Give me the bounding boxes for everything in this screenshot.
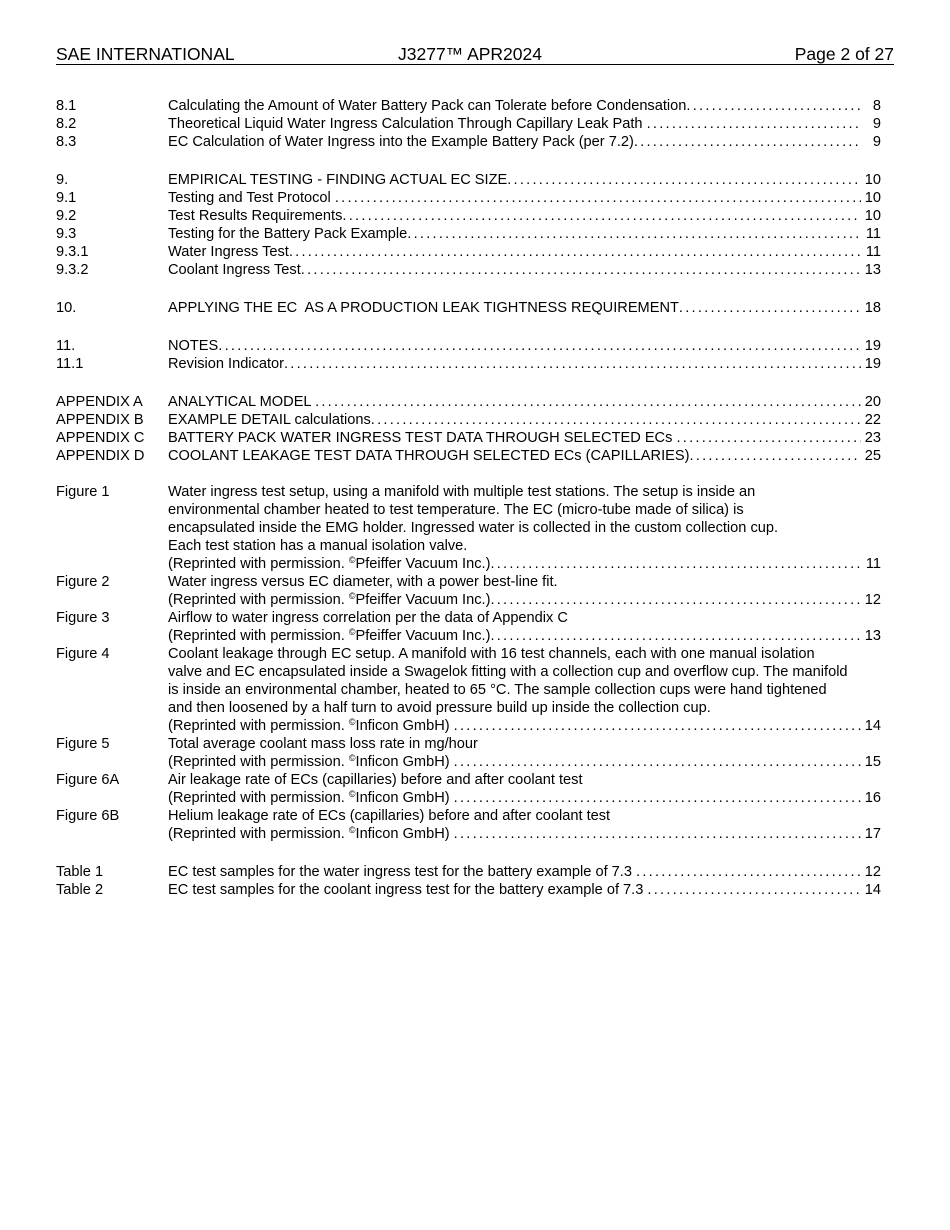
toc-entry[interactable]	[56, 225, 881, 243]
figure-caption-line: environmental chamber heated to test temperature. The EC (micro-tube made of silica) is	[168, 502, 744, 518]
entry-title: Theoretical Liquid Water Ingress Calculation Through Capillary Leak Path	[168, 116, 647, 132]
entry-number: 9.1	[56, 190, 77, 206]
entry-page: 16	[864, 790, 881, 806]
figure-caption-line: is inside an environmental chamber, heated to 65 °C. The sample collection cups were hand tightened	[168, 682, 827, 698]
figure-credit: (Reprinted with permission. ©Inficon GmbH)	[168, 753, 454, 770]
table-entry[interactable]	[56, 881, 881, 899]
entry-number: 10.	[56, 300, 77, 316]
entry-page: 10	[864, 208, 881, 224]
entry-number: 9.3.2	[56, 262, 89, 278]
dot-leader	[490, 555, 861, 573]
toc-appendices	[56, 393, 881, 465]
entry-page: 11	[865, 226, 881, 242]
figure-credit: (Reprinted with permission. ©Inficon GmbH)	[168, 717, 454, 734]
entry-page: 13	[864, 262, 881, 278]
figure-entry[interactable]	[56, 573, 881, 609]
dot-leader	[490, 627, 861, 645]
figure-credit: (Reprinted with permission. ©Inficon GmbH)	[168, 825, 454, 842]
toc-entry[interactable]	[56, 411, 881, 429]
table-of-contents	[56, 97, 881, 899]
entry-page: 18	[864, 300, 881, 316]
figure-number: Figure 4	[56, 646, 110, 662]
figure-entry[interactable]	[56, 771, 881, 807]
dot-leader	[689, 447, 861, 465]
figure-entry[interactable]	[56, 645, 881, 735]
figure-entry[interactable]	[56, 609, 881, 645]
dot-leader	[490, 591, 861, 609]
entry-title: Revision Indicator	[168, 356, 284, 372]
copyright-symbol: ©	[348, 789, 356, 799]
entry-page: 19	[864, 338, 881, 354]
figure-number: Figure 2	[56, 574, 110, 590]
copyright-symbol: ©	[348, 591, 356, 601]
entry-page: 10	[864, 172, 881, 188]
figure-number: Figure 1	[56, 484, 110, 500]
toc-entry[interactable]	[56, 299, 881, 317]
toc-entry[interactable]	[56, 447, 881, 465]
dot-leader	[218, 337, 861, 355]
entry-page: 12	[864, 864, 881, 880]
dot-leader	[371, 411, 861, 429]
entry-page: 23	[864, 430, 881, 446]
dot-leader	[289, 243, 861, 261]
toc-entry[interactable]	[56, 171, 881, 189]
list-of-tables	[56, 863, 881, 899]
copyright-symbol: ©	[348, 753, 356, 763]
dot-leader	[335, 189, 861, 207]
list-of-figures	[56, 483, 881, 843]
entry-title: Test Results Requirements	[168, 208, 343, 224]
toc-section-11	[56, 337, 881, 373]
entry-title: Testing for the Battery Pack Example	[168, 226, 408, 242]
figure-number: Figure 6A	[56, 772, 120, 788]
toc-entry[interactable]	[56, 189, 881, 207]
figure-caption-line: Each test station has a manual isolation valve.	[168, 538, 468, 554]
entry-title: EC test samples for the water ingress test for the battery example of 7.3	[168, 864, 637, 880]
figure-credit: (Reprinted with permission. ©Pfeiffer Vacuum Inc.)	[168, 591, 491, 608]
entry-title: BATTERY PACK WATER INGRESS TEST DATA THROUGH SELECTED ECs	[168, 430, 677, 446]
toc-entry[interactable]	[56, 115, 881, 133]
entry-title: Water Ingress Test	[168, 244, 289, 260]
toc-entry[interactable]	[56, 355, 881, 373]
document-id: J3277™ APR2024	[398, 44, 542, 64]
figure-number: Figure 5	[56, 736, 110, 752]
toc-section-8	[56, 97, 881, 151]
figure-entry[interactable]	[56, 807, 881, 843]
dot-leader	[315, 393, 861, 411]
dot-leader	[454, 789, 861, 807]
toc-section-9	[56, 171, 881, 279]
figure-caption-line: Coolant leakage through EC setup. A manifold with 16 test channels, each with one manual isolation	[168, 646, 815, 662]
figure-caption-line: and then loosened by a half turn to avoid pressure build up inside the collection cup.	[168, 700, 711, 716]
entry-title: APPLYING THE EC AS A PRODUCTION LEAK TIGHTNESS REQUIREMENT	[168, 300, 679, 316]
publisher-name: SAE INTERNATIONAL	[56, 44, 235, 64]
toc-entry[interactable]	[56, 243, 881, 261]
entry-title: EC test samples for the coolant ingress test for the battery example of 7.3	[168, 882, 648, 898]
entry-page: 22	[864, 412, 881, 428]
dot-leader	[636, 863, 861, 881]
entry-title: Calculating the Amount of Water Battery Pack can Tolerate before Condensation	[168, 98, 687, 114]
spacer	[56, 373, 881, 393]
copyright-symbol: ©	[348, 825, 356, 835]
figure-caption-line: valve and EC encapsulated inside a Swagelok fitting with a collection cup and overflow cup. The manifold	[168, 664, 848, 680]
entry-number: 9.3.1	[56, 244, 89, 260]
entry-title: EXAMPLE DETAIL calculations	[168, 412, 371, 428]
entry-title: Testing and Test Protocol	[168, 190, 335, 206]
entry-page: 8	[872, 98, 881, 114]
dot-leader	[301, 261, 861, 279]
entry-number: 11.1	[56, 356, 84, 372]
figure-caption-line: Water ingress test setup, using a manifold with multiple test stations. The setup is inside an	[168, 484, 756, 500]
table-number: Table 1	[56, 864, 104, 880]
entry-number: 8.3	[56, 134, 77, 150]
entry-number: APPENDIX A	[56, 394, 143, 410]
toc-section-10	[56, 299, 881, 317]
entry-number: 9.2	[56, 208, 77, 224]
entry-number: 8.2	[56, 116, 77, 132]
figure-entry[interactable]	[56, 483, 881, 573]
table-number: Table 2	[56, 882, 104, 898]
page-number: Page 2 of 27	[794, 44, 894, 64]
page-header	[56, 44, 894, 65]
entry-page: 11	[865, 244, 881, 260]
entry-page: 13	[864, 628, 881, 644]
figure-caption-line: Total average coolant mass loss rate in mg/hour	[168, 736, 478, 752]
figure-caption-line: encapsulated inside the EMG holder. Ingressed water is collected in the custom collection cup.	[168, 520, 779, 536]
figure-caption-line: Helium leakage rate of ECs (capillaries) before and after coolant test	[168, 808, 611, 824]
spacer	[56, 279, 881, 299]
entry-page: 10	[864, 190, 881, 206]
entry-number: APPENDIX B	[56, 412, 144, 428]
dot-leader	[647, 115, 861, 133]
copyright-symbol: ©	[348, 717, 356, 727]
toc-entry[interactable]	[56, 393, 881, 411]
entry-page: 25	[864, 448, 881, 464]
figure-caption-line: Air leakage rate of ECs (capillaries) before and after coolant test	[168, 772, 583, 788]
dot-leader	[454, 717, 861, 735]
entry-page: 14	[864, 882, 881, 898]
spacer	[56, 151, 881, 171]
entry-title: NOTES	[168, 338, 219, 354]
figure-credit: (Reprinted with permission. ©Pfeiffer Vacuum Inc.)	[168, 555, 491, 572]
entry-number: APPENDIX C	[56, 430, 145, 446]
dot-leader	[284, 355, 861, 373]
copyright-symbol: ©	[348, 555, 356, 565]
figure-credit: (Reprinted with permission. ©Inficon GmbH)	[168, 789, 454, 806]
entry-number: 9.3	[56, 226, 77, 242]
figure-entry[interactable]	[56, 735, 881, 771]
entry-page: 14	[864, 718, 881, 734]
entry-title: Coolant Ingress Test	[168, 262, 301, 278]
dot-leader	[676, 429, 861, 447]
figure-number: Figure 3	[56, 610, 110, 626]
toc-entry[interactable]	[56, 429, 881, 447]
dot-leader	[686, 97, 861, 115]
dot-leader	[679, 299, 861, 317]
spacer	[56, 317, 881, 337]
entry-title: COOLANT LEAKAGE TEST DATA THROUGH SELECTED ECs (CAPILLARIES)	[168, 448, 690, 464]
dot-leader	[634, 133, 861, 151]
entry-page: 15	[864, 754, 881, 770]
entry-page: 9	[872, 116, 881, 132]
entry-number: 9.	[56, 172, 69, 188]
dot-leader	[507, 171, 861, 189]
entry-page: 12	[864, 592, 881, 608]
dot-leader	[454, 753, 861, 771]
entry-page: 17	[864, 826, 881, 842]
entry-number: 11.	[56, 338, 76, 354]
spacer	[56, 465, 881, 483]
entry-page: 19	[864, 356, 881, 372]
figure-caption-line: Water ingress versus EC diameter, with a power best-line fit.	[168, 574, 558, 590]
entry-page: 11	[865, 556, 881, 572]
dot-leader	[454, 825, 861, 843]
toc-entry[interactable]	[56, 337, 881, 355]
entry-number: 8.1	[56, 98, 77, 114]
entry-title: EC Calculation of Water Ingress into the Example Battery Pack (per 7.2)	[168, 134, 634, 150]
entry-page: 9	[872, 134, 881, 150]
dot-leader	[407, 225, 861, 243]
copyright-symbol: ©	[348, 627, 356, 637]
entry-title: EMPIRICAL TESTING - FINDING ACTUAL EC SIZE	[168, 172, 508, 188]
entry-page: 20	[864, 394, 881, 410]
spacer	[56, 843, 881, 863]
toc-entry[interactable]	[56, 133, 881, 151]
entry-title: ANALYTICAL MODEL	[168, 394, 316, 410]
figure-caption-line: Airflow to water ingress correlation per the data of Appendix C	[168, 610, 568, 626]
dot-leader	[342, 207, 861, 225]
toc-entry[interactable]	[56, 207, 881, 225]
figure-credit: (Reprinted with permission. ©Pfeiffer Vacuum Inc.)	[168, 627, 491, 644]
table-entry[interactable]	[56, 863, 881, 881]
toc-entry[interactable]	[56, 261, 881, 279]
entry-number: APPENDIX D	[56, 448, 145, 464]
dot-leader	[647, 881, 861, 899]
toc-entry[interactable]	[56, 97, 881, 115]
figure-number: Figure 6B	[56, 808, 120, 824]
